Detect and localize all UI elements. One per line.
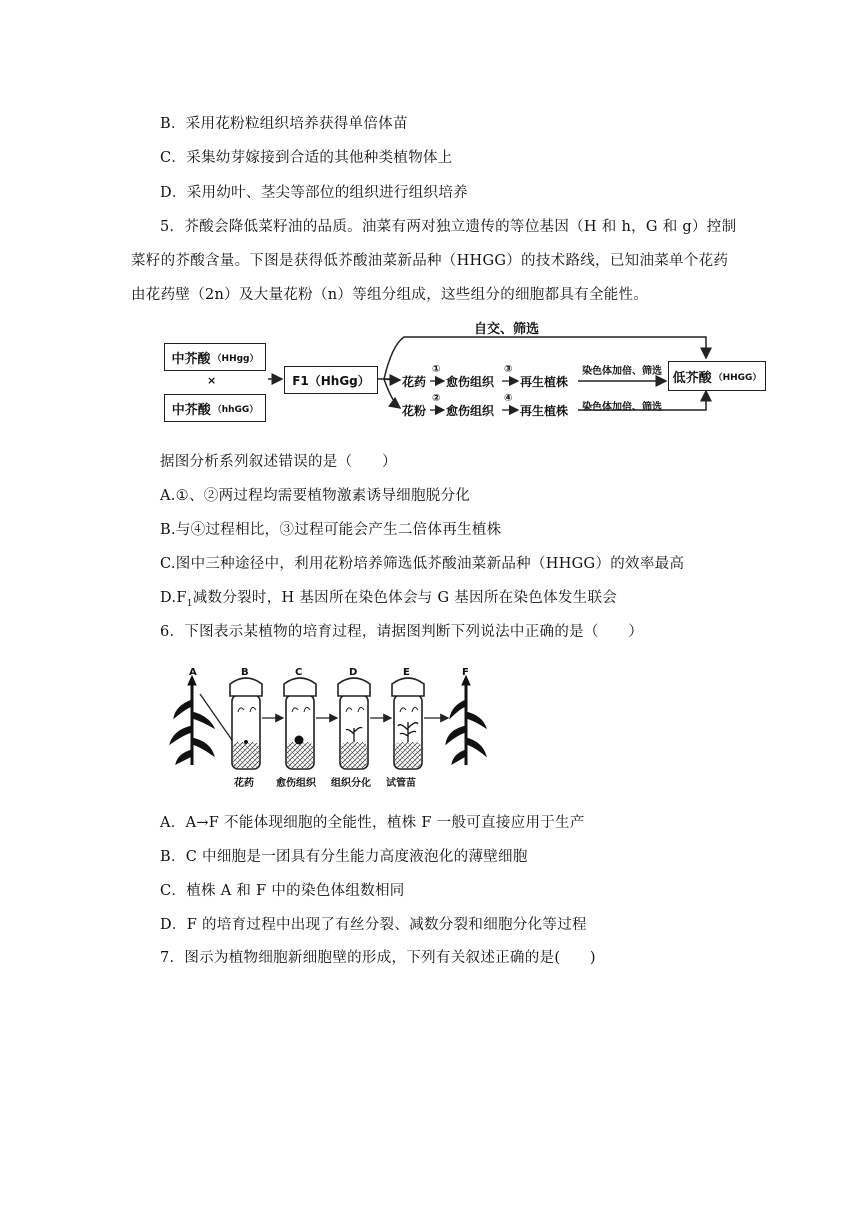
caption-anther: 花药	[234, 778, 254, 789]
label-e: E	[403, 667, 410, 678]
label-a: A	[189, 667, 197, 678]
q5-option-c: C.图中三种途径中，利用花粉培养筛选低芥酸油菜新品种（HHGG）的效率最高	[160, 556, 685, 572]
f1-box: F1（HhGg）	[284, 366, 378, 394]
step-1: ①	[432, 364, 441, 375]
anther-label: 花药	[402, 375, 427, 389]
q5-option-b: B.与④过程相比，③过程可能会产生二倍体再生植株	[160, 522, 502, 538]
result-genotype: （HHGG）	[713, 372, 762, 383]
q4-option-d: D．采用幼叶、茎尖等部位的组织进行组织培养	[160, 185, 468, 201]
plant-a	[170, 676, 214, 765]
q5-stem-line2: 菜籽的芥酸含量。下图是获得低芥酸油菜新品种（HHGG）的技术路线，已知油菜单个花药	[131, 253, 729, 269]
parent-2-label: 中芥酸	[171, 402, 211, 418]
callus-label-1: 愈伤组织	[446, 375, 495, 389]
pollen-label: 花粉	[402, 404, 427, 418]
regen-label-2: 再生植株	[520, 404, 569, 418]
regen-label-1: 再生植株	[520, 375, 569, 389]
caption-callus: 愈伤组织	[276, 778, 316, 789]
q5-option-d-subscript: 1	[186, 598, 193, 609]
q5-prompt: 据图分析系列叙述错误的是（ ）	[160, 454, 397, 470]
label-c: C	[295, 667, 303, 678]
q7-stem: 7．图示为植物细胞新细胞壁的形成，下列有关叙述正确的是( )	[160, 950, 596, 966]
label-b: B	[241, 667, 249, 678]
q6-option-b: B．C 中细胞是一团具有分生能力高度液泡化的薄壁细胞	[160, 849, 528, 865]
q4-option-c: C．采集幼芽嫁接到合适的其他种类植物体上	[160, 150, 453, 166]
double-label-1: 染色体加倍、筛选	[582, 366, 662, 377]
q6-option-d: D．F 的培育过程中出现了有丝分裂、减数分裂和细胞分化等过程	[160, 917, 587, 933]
q5-stem-line1: 5．芥酸会降低菜籽油的品质。油菜有两对独立遗传的等位基因（H 和 h，G 和 g）控制	[160, 219, 737, 235]
q6-option-c: C．植株 A 和 F 中的染色体组数相同	[160, 883, 405, 899]
caption-differentiation: 组织分化	[331, 778, 371, 789]
parent-1-genotype: （HHgg）	[212, 353, 259, 364]
result-label: 低芥酸	[672, 370, 712, 386]
q6-stem: 6．下图表示某植物的培育过程，请据图判断下列说法中正确的是（ ）	[160, 624, 644, 640]
q5-option-d-text: 减数分裂时，H 基因所在染色体会与 G 基因所在染色体发生联会	[192, 590, 618, 606]
q5-option-d-prefix: D.F	[160, 590, 187, 606]
selfing-label: 自交、筛选	[474, 322, 540, 337]
q4-option-b: B．采用花粉粒组织培养获得单倍体苗	[160, 116, 408, 132]
label-f: F	[462, 667, 469, 678]
q5-option-a: A.①、②两过程均需要植物激素诱导细胞脱分化	[160, 488, 471, 504]
step-4: ④	[504, 393, 513, 404]
label-d: D	[349, 667, 358, 678]
q5-stem-line3: 由花药壁（2n）及大量花粉（n）等组分组成，这些组分的细胞都具有全能性。	[131, 287, 649, 303]
double-label-2: 染色体加倍、筛选	[582, 402, 662, 413]
callus-label-2: 愈伤组织	[446, 404, 495, 418]
step-3: ③	[504, 364, 513, 375]
cross-symbol: ×	[207, 374, 217, 387]
parent-1-label: 中芥酸	[171, 351, 211, 367]
caption-plantlet: 试管苗	[386, 778, 416, 789]
parent-2-genotype: （hhGG）	[212, 404, 259, 415]
q6-option-a: A．A→F 不能体现细胞的全能性，植株 F 一般可直接应用于生产	[160, 815, 585, 831]
plant-f	[446, 676, 486, 765]
step-2: ②	[432, 393, 441, 404]
